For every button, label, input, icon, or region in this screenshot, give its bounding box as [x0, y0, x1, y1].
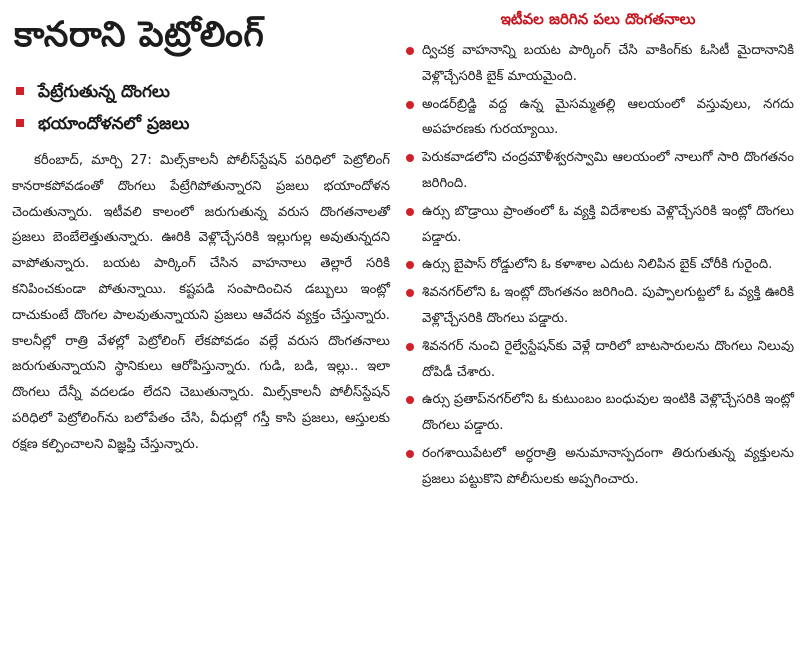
square-bullet-icon [16, 87, 24, 95]
list-item-text: అండర్‌బ్రిడ్జి వద్ద ఉన్న మైసమ్మతల్లి ఆలయంలో వస్తువులు, నగదు అపహరణకు గురయ్యాయి. [422, 96, 794, 138]
square-bullet-icon [16, 119, 24, 127]
subheading [8, 108, 392, 140]
subheadings [8, 76, 392, 140]
main-article [8, 6, 392, 458]
list-item-text: ఉర్సు ప్రతాప్‌నగర్‌లోని ఓ కుటుంబం బంధువుల ఇంటికి వెళ్లొచ్చేసరికి ఇంట్లో దొంగలు పడ్డారు. [422, 392, 794, 434]
round-bullet-icon [406, 289, 414, 297]
round-bullet-icon [406, 396, 414, 404]
list-item [402, 334, 794, 386]
list-item [402, 441, 794, 493]
round-bullet-icon [406, 154, 414, 162]
list-item [402, 38, 794, 90]
list-item-text: రంగశాయిపేటలో అర్ధరాత్రి అనుమానాస్పదంగా తిరుగుతున్న వ్యక్తులను ప్రజలు పట్టుకొని పోలీసులకు అప్పగించారు. [422, 445, 794, 487]
list-item-text: శివనగర్ నుంచి రైల్వేస్టేషన్‌కు వెళ్లే దారిలో బాటసారులను దొంగలు నిలువు దోపిడీ చేశారు. [422, 338, 794, 380]
subheading-text: పేట్రేగుతున్న దొంగలు [38, 82, 170, 102]
list-item [402, 280, 794, 332]
round-bullet-icon [406, 261, 414, 269]
list-item-text: ఉర్సు బొడ్రాయి ప్రాంతంలో ఓ వ్యక్తి విదేశాలకు వెళ్లొచ్చేసరికి ఇంట్లో దొంగలు పడ్డారు. [422, 203, 794, 245]
round-bullet-icon [406, 450, 414, 458]
headline: కానరాని పెట్రోలింగ్ [14, 15, 265, 55]
sidebar-heading: ఇటీవల జరిగిన పలు దొంగతనాలు [500, 10, 696, 28]
list-item-text: పెరుకవాడలోని చంద్రమౌళీశ్వరస్వామి ఆలయంలో నాలుగో సారి దొంగతనం జరిగింది. [422, 150, 794, 191]
list-item-text: ఉర్సు బైపాస్ రోడ్డులోని ఓ కళాశాల ఎదుట నిలిపిన బైక్ చోరీకి గురైంది. [422, 257, 773, 273]
list-item [402, 252, 794, 278]
theft-list [402, 38, 794, 493]
list-item [402, 145, 794, 197]
round-bullet-icon [406, 343, 414, 351]
list-item-text: శివనగర్‌లోని ఓ ఇంట్లో దొంగతనం జరిగింది. పుప్పాలగుట్టలో ఓ వ్యక్తి ఊరికి వెళ్లొచ్చేసరికి దొంగలు పడ్డారు. [422, 285, 794, 326]
list-item [402, 92, 794, 144]
list-item-text: ద్విచక్ర వాహనాన్ని బయట పార్కింగ్ చేసి వాకింగ్‌కు ఓసిటీ మైదానానికి వెళ్లొచ్చేసరికి బైక్ మాయమైంది. [422, 43, 794, 84]
article-body [8, 148, 392, 458]
subheading-text: భయాందోళనలో ప్రజలు [38, 114, 190, 134]
subheading [8, 76, 392, 108]
recent-thefts-box [402, 8, 794, 495]
round-bullet-icon [406, 208, 414, 216]
list-item [402, 387, 794, 439]
article-paragraph: కరీంబాద్, మార్చి 27: మిల్స్‌కాలనీ పోలీస్‌స్టేషన్ పరిధిలో పెట్రోలింగ్ కానరాకపోవడంతో దొంగలు పేట్రేగిపోతున్నారని ప్రజలు భయాందోళన చెందుతున్నారు. ఇటీవలి కాలంలో జరుగుతున్న వరుస దొంగతనాలతో ప్రజలు బెంబేలెత్తుతున్నారు. ఊరికి వెళ్లొచ్చేసరికి ఇల్లుగుల్ల అవుతున్నదని వాపోతున్నారు. బయట పార్కింగ్ చేసిన వాహనాలు తెల్లారే సరికి కనిపించకుండా పోతున్నాయి. కష్టపడి సంపాదించిన డబ్బులు ఇంట్లో దాచుకుంటే దొంగల పాలవుతున్నాయని ప్రజలు ఆవేదన వ్యక్తం చేస్తున్నారు. కాలనీల్లో రాత్రి వేళల్లో పెట్రోలింగ్ లేకపోవడం వల్లే వరుస దొంగతనాలు జరుగుతున్నాయని స్థానికులు ఆరోపిస్తున్నారు. గుడి, బడి, ఇల్లు.. ఇలా దొంగలు దేన్నీ వదలడం లేదని చెబుతున్నారు. మిల్స్‌కాలనీ పోలీస్‌స్టేషన్ పరిధిలో పెట్రోలింగ్‌ను బలోపేతం చేసి, వీధుల్లో గస్తీ కాసి ప్రజలు, ఆస్తులకు రక్షణ కల్పించాలని విజ్ఞప్తి చేస్తున్నారు. [12, 153, 390, 452]
list-item [402, 199, 794, 251]
round-bullet-icon [406, 47, 414, 55]
round-bullet-icon [406, 101, 414, 109]
